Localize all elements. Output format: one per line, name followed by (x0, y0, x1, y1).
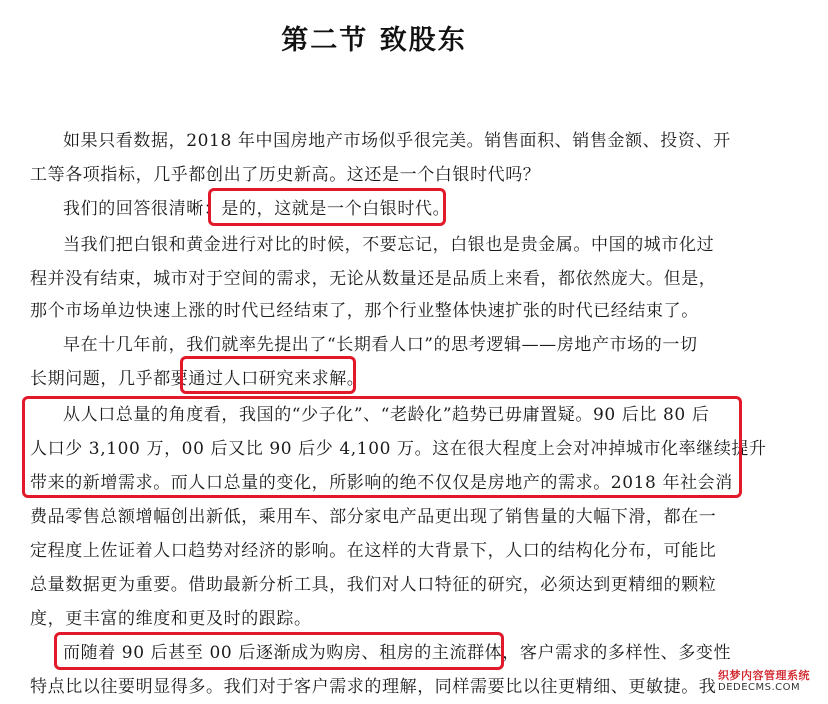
body-line: 总量数据更为重要。借助最新分析工具，我们对人口特征的研究，必须达到更精细的颗粒 (30, 575, 717, 595)
watermark-line1: 织梦内容管理系统 (718, 669, 810, 682)
body-line: 费品零售总额增幅创出新低，乘用车、部分家电产品更出现了销售量的大幅下滑，都在一 (30, 507, 717, 527)
body-line: 度，更丰富的维度和更及时的跟踪。 (30, 609, 312, 629)
section-title: 第二节 致股东 (281, 25, 467, 56)
body-line: 如果只看数据，2018 年中国房地产市场似乎很完美。销售面积、销售金额、投资、开 (63, 131, 731, 151)
body-line: 长期问题，几乎都要通过人口研究来求解。 (30, 369, 365, 389)
watermark-line2: DEDECMS.COM (718, 682, 801, 693)
body-line: 那个市场单边快速上涨的时代已经结束了，那个行业整体快速扩张的时代已经结束了。 (30, 301, 699, 321)
body-line: 早在十几年前，我们就率先提出了“长期看人口”的思考逻辑——房地产市场的一切 (63, 335, 698, 355)
highlight-box (180, 356, 356, 394)
body-line: 人口少 3,100 万，00 后又比 90 后少 4,100 万。这在很大程度上会对冲掉城市化率继续提升 (30, 439, 767, 459)
body-line: 程并没有结束，城市对于空间的需求，无论从数量还是品质上来看，都依然庞大。但是， (30, 269, 717, 289)
body-line: 从人口总量的角度看，我国的“少子化”、“老龄化”趋势已毋庸置疑。90 后比 80 后 (63, 405, 710, 425)
body-line: 而随着 90 后甚至 00 后逐渐成为购房、租房的主流群体，客户需求的多样性、多变性 (63, 643, 732, 663)
highlight-box (208, 188, 446, 226)
body-line: 我们的回答很清晰：是的，这就是一个白银时代。 (63, 199, 451, 219)
body-line: 带来的新增需求。而人口总量的变化，所影响的绝不仅仅是房地产的需求。2018 年社会消 (30, 473, 733, 493)
highlight-box (22, 396, 742, 498)
body-line: 工等各项指标，几乎都创出了历史新高。这还是一个白银时代吗？ (30, 165, 541, 185)
watermark-logo (716, 666, 824, 696)
body-line: 定程度上佐证着人口趋势对经济的影响。在这样的大背景下，人口的结构化分布，可能比 (30, 541, 717, 561)
body-line: 特点比以往要明显得多。我们对于客户需求的理解，同样需要比以往更精细、更敏捷。我 (30, 677, 717, 697)
body-line: 当我们把白银和黄金进行对比的时候，不要忘记，白银也是贵金属。中国的城市化过 (63, 235, 715, 255)
highlight-box (54, 632, 504, 670)
